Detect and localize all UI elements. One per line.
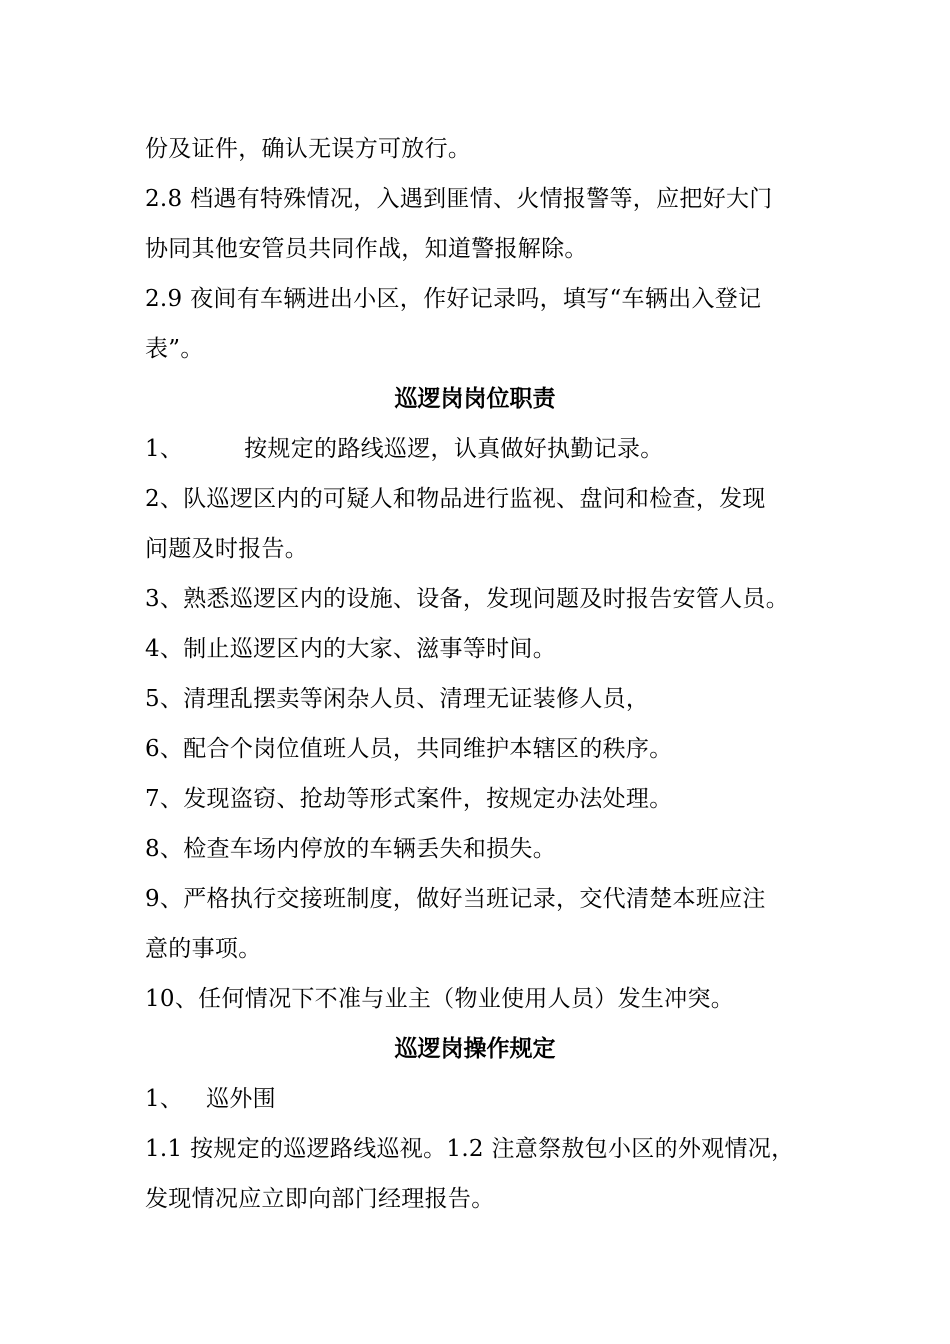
list-item: 9、严格执行交接班制度，做好当班记录，交代清楚本班应注 xyxy=(145,886,766,912)
list-item: 10、任何情况下不准与业主（物业使用人员）发生冲突。 xyxy=(145,986,735,1012)
list-item: 4、制止巡逻区内的大家、滋事等时间。 xyxy=(145,636,557,662)
text-line: 2.8 档遇有特殊情况，入遇到匪情、火情报警等，应把好大门 xyxy=(145,186,773,212)
text-line: 问题及时报告。 xyxy=(145,536,309,562)
section-heading-patrol-duties: 巡逻岗岗位职责 xyxy=(394,386,556,412)
list-item: 8、检查车场内停放的车辆丢失和损失。 xyxy=(145,836,557,862)
text-line: 1.1 按规定的巡逻路线巡视。1.2 注意祭敖包小区的外观情况， xyxy=(145,1136,795,1162)
list-item: 6、配合个岗位值班人员，共同维护本辖区的秩序。 xyxy=(145,736,673,762)
text-line: 2.9 夜间有车辆进出小区，作好记录吗，填写“车辆出入登记 xyxy=(145,286,762,312)
text-line: 份及证件，确认无误方可放行。 xyxy=(145,136,472,162)
list-item: 1、 巡外围 xyxy=(145,1086,276,1112)
list-item: 3、熟悉巡逻区内的设施、设备，发现问题及时报告安管人员。 xyxy=(145,586,790,612)
list-item: 2、队巡逻区内的可疑人和物品进行监视、盘问和检查，发现 xyxy=(145,486,766,512)
text-line: 发现情况应立即向部门经理报告。 xyxy=(145,1186,495,1212)
list-item: 7、发现盗窃、抢劫等形式案件，按规定办法处理。 xyxy=(145,786,673,812)
text-line: 表”。 xyxy=(145,336,204,362)
list-item: 5、清理乱摆卖等闲杂人员、清理无证装修人员， xyxy=(145,686,650,712)
text-line: 意的事项。 xyxy=(145,936,262,962)
list-item: 1、 按规定的路线巡逻，认真做好执勤记录。 xyxy=(145,436,664,462)
section-heading-patrol-rules: 巡逻岗操作规定 xyxy=(394,1036,556,1062)
text-line: 协同其他安管员共同作战，知道警报解除。 xyxy=(145,236,588,262)
